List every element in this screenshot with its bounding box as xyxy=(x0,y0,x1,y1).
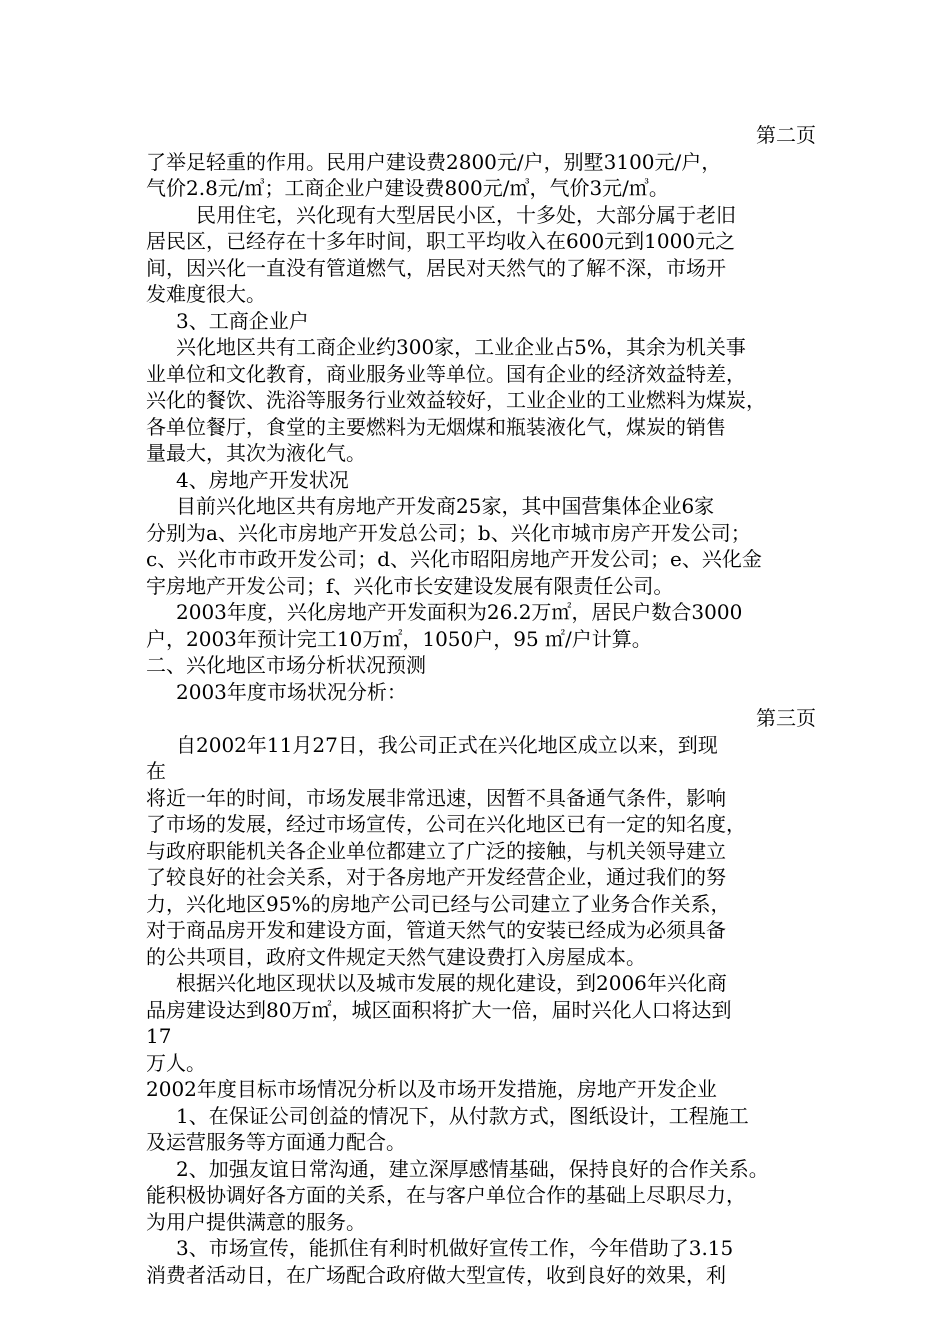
text-line: 了市场的发展，经过市场宣传，公司在兴化地区已有一定的知名度， xyxy=(146,812,746,836)
text-line: 的公共项目，政府文件规定天然气建设费打入房屋成本。 xyxy=(146,944,646,969)
text-line: 2003年度市场状况分析： xyxy=(176,679,407,704)
text-line: 对于商品房开发和建设方面，管道天然气的安装已经成为必须具备 xyxy=(146,918,726,942)
text-line: 3、工商企业户 xyxy=(176,308,309,333)
text-line: 民用住宅，兴化现有大型居民小区，十多处，大部分属于老旧 xyxy=(176,202,736,227)
text-line: 居民区，已经存在十多年时间，职工平均收入在600元到1000元之 xyxy=(146,229,736,253)
text-line: 能积极协调好各方面的关系，在与客户单位合作的基础上尽职尽力， xyxy=(146,1183,746,1207)
page-number: 第三页 xyxy=(756,706,816,730)
text-line: 力，兴化地区95%的房地产公司已经与公司建立了业务合作关系， xyxy=(146,891,731,916)
text-line: 品房建设达到80万㎡，城区面积将扩大一倍，届时兴化人口将达到 xyxy=(146,997,732,1022)
text-line: 宇房地产开发公司；f、兴化市长安建设发展有限责任公司。 xyxy=(146,573,674,598)
text-line: 及运营服务等方面通力配合。 xyxy=(146,1130,406,1154)
text-line: 将近一年的时间，市场发展非常迅速，因暂不具备通气条件，影响 xyxy=(146,785,726,810)
text-line: 2、加强友谊日常沟通，建立深厚感情基础，保持良好的合作关系。 xyxy=(176,1156,769,1181)
text-line: 气价2.8元/㎥；工商企业户建设费800元/㎥，气价3元/㎥。 xyxy=(146,176,669,200)
text-line: 2003年度，兴化房地产开发面积为26.2万㎡，居民户数合3000 xyxy=(176,600,743,624)
text-line: 业单位和文化教育，商业服务业等单位。国有企业的经济效益特差， xyxy=(146,361,746,386)
text-line: 为用户提供满意的服务。 xyxy=(146,1209,366,1234)
text-line: 4、房地产开发状况 xyxy=(176,467,349,492)
text-line: 自2002年11月27日，我公司正式在兴化地区成立以来，到现 xyxy=(176,732,718,757)
text-line: 3、市场宣传，能抓住有利时机做好宣传工作，今年借助了3.15 xyxy=(176,1236,734,1260)
text-line: 消费者活动日，在广场配合政府做大型宣传，收到良好的效果，利 xyxy=(146,1262,726,1287)
text-line: 2002年度目标市场情况分析以及市场开发措施，房地产开发企业 xyxy=(146,1077,717,1101)
text-line: 目前兴化地区共有房地产开发商25家，其中国营集体企业6家 xyxy=(176,494,715,518)
text-line: 根据兴化地区现状以及城市发展的规化建设，到2006年兴化商 xyxy=(176,971,727,995)
text-line: 17 xyxy=(146,1024,172,1048)
text-line: 兴化的餐饮、洗浴等服务行业效益较好，工业企业的工业燃料为煤炭， xyxy=(146,388,766,412)
text-line: 户，2003年预计完工10万㎡，1050户，95 ㎡/户计算。 xyxy=(146,626,652,651)
text-line: 与政府职能机关各企业单位都建立了广泛的接触，与机关领导建立 xyxy=(146,838,726,863)
text-line: 了较良好的社会关系，对于各房地产开发经营企业，通过我们的努 xyxy=(146,865,726,889)
text-line: 二、兴化地区市场分析状况预测 xyxy=(146,653,426,677)
page-number: 第二页 xyxy=(756,123,816,147)
text-line: 分别为a、兴化市房地产开发总公司；b、兴化市城市房产开发公司； xyxy=(146,520,751,545)
text-line: c、兴化市市政开发公司；d、兴化市昭阳房地产开发公司；e、兴化金 xyxy=(146,547,762,571)
text-line: 各单位餐厅，食堂的主要燃料为无烟煤和瓶装液化气，煤炭的销售 xyxy=(146,414,726,439)
text-line: 兴化地区共有工商企业约300家，工业企业占5%，其余为机关事 xyxy=(176,335,746,359)
text-line: 1、在保证公司创益的情况下，从付款方式，图纸设计，工程施工 xyxy=(176,1103,749,1128)
text-line: 了举足轻重的作用。民用户建设费2800元/户，别墅3100元/户， xyxy=(146,149,722,174)
text-line: 间，因兴化一直没有管道燃气，居民对天然气的了解不深，市场开 xyxy=(146,255,726,280)
text-line: 万人。 xyxy=(146,1050,206,1075)
text-line: 量最大，其次为液化气。 xyxy=(146,441,366,465)
document-body xyxy=(146,122,816,1288)
text-line: 在 xyxy=(146,759,166,783)
text-line: 发难度很大。 xyxy=(146,282,266,306)
